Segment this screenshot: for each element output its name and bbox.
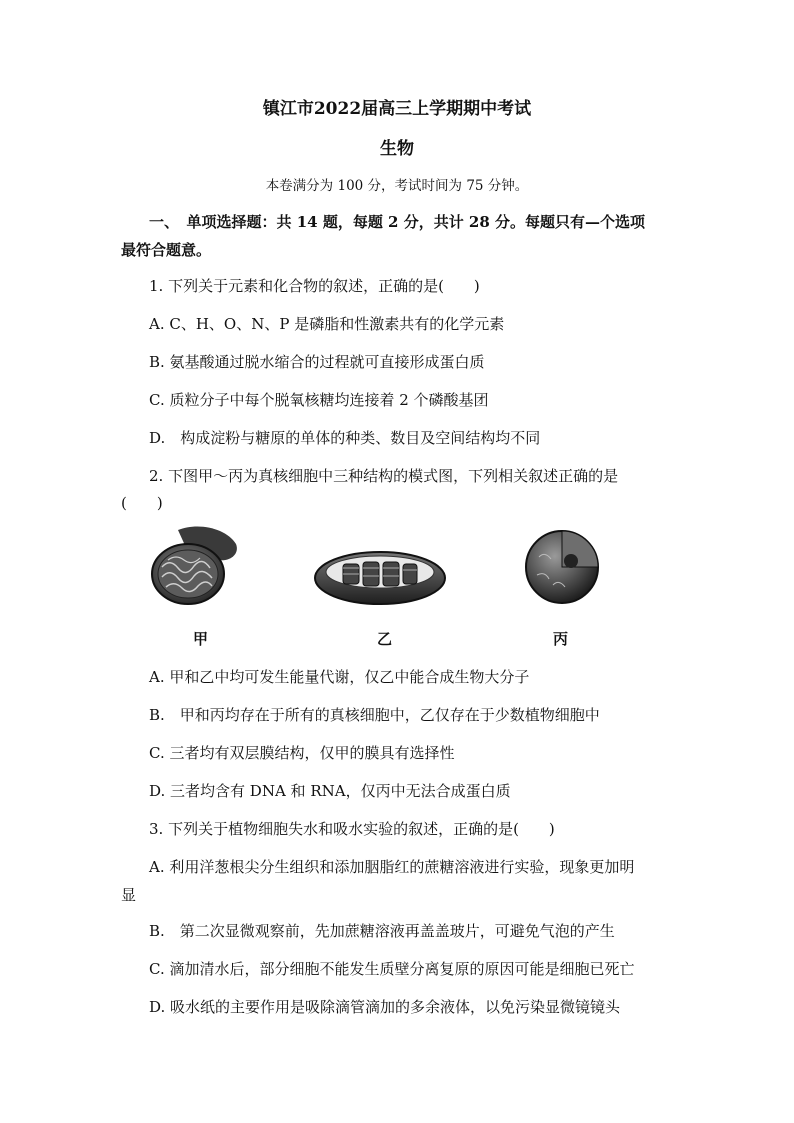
question-3-option-c: C. 滴加清水后，部分细胞不能发生质壁分离复原的原因可能是细胞已死亡 [149,960,635,978]
question-2-option-a: A. 甲和乙中均可发生能量代谢，仅乙中能合成生物大分子 [149,668,530,686]
question-3-stem: 3. 下列关于植物细胞失水和吸水实验的叙述，正确的是( ) [149,820,555,838]
figure-label-bing: 丙 [553,630,569,648]
question-1-option-a: A. C、H、O、N、P 是磷脂和性激素共有的化学元素 [149,315,505,333]
section-heading: 一、 单项选择题：共 14 题，每题 2 分，共计 28 分。每题只有—个选项 [149,213,646,231]
chloroplast-figure [313,546,447,606]
question-1-option-b: B. 氨基酸通过脱水缩合的过程就可直接形成蛋白质 [149,353,485,371]
nucleus-figure [519,527,605,607]
question-1-stem: 1. 下列关于元素和化合物的叙述，正确的是( ) [149,277,480,295]
question-3-option-a: A. 利用洋葱根尖分生组织和添加胭脂红的蔗糖溶液进行实验，现象更加明 [149,858,635,876]
question-2-option-b: B. 甲和丙均存在于所有的真核细胞中，乙仅存在于少数植物细胞中 [149,706,600,724]
subject-title: 生物 [380,139,414,159]
exam-note: 本卷满分为 100 分，考试时间为 75 分钟。 [265,178,529,194]
question-3-option-b: B. 第二次显微观察前，先加蔗糖溶液再盖盖玻片，可避免气泡的产生 [149,922,615,940]
question-2-stem: 2. 下图甲～丙为真核细胞中三种结构的模式图，下列相关叙述正确的是 [149,467,619,485]
question-2-stem-cont: ( ) [121,494,163,512]
question-3-option-a-cont: 显 [121,886,137,904]
figure-label-jia: 甲 [193,630,209,648]
question-2-option-c: C. 三者均有双层膜结构，仅甲的膜具有选择性 [149,744,455,762]
section-heading-cont: 最符合题意。 [121,241,212,259]
question-2-option-d: D. 三者均含有 DNA 和 RNA，仅丙中无法合成蛋白质 [149,782,511,800]
question-1-option-d: D. 构成淀粉与糖原的单体的种类、数目及空间结构均不同 [149,429,541,447]
figure-label-yi: 乙 [377,630,393,648]
question-3-option-d: D. 吸水纸的主要作用是吸除滴管滴加的多余液体，以免污染显微镜镜头 [149,998,621,1016]
exam-title: 镇江市2022届高三上学期期中考试 [262,99,532,119]
mitochondrion-figure [148,522,240,608]
question-1-option-c: C. 质粒分子中每个脱氧核糖均连接着 2 个磷酸基团 [149,391,489,409]
